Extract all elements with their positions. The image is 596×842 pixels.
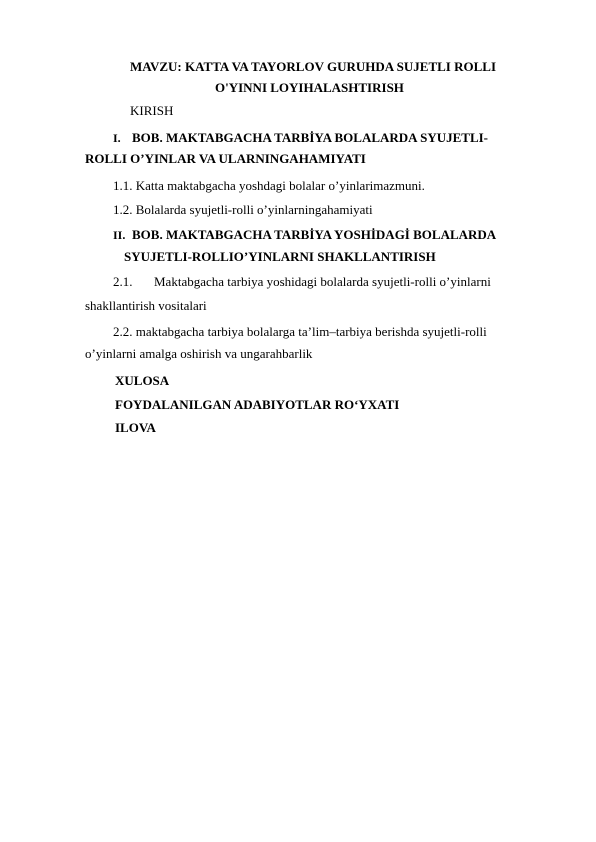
chapter-1-title: BOB. MAKTABGACHA TARBİYA BOLALARDA SYUJETLI-: [132, 130, 489, 145]
toc-chapter-1: [113, 130, 488, 146]
section-2-1-number: 2.1.: [113, 274, 133, 289]
toc-chapter-2: [113, 227, 496, 243]
toc-conclusion: XULOSA: [115, 373, 170, 388]
toc-chapter-1-continued: ROLLI O’YINLAR VA ULARNINGAHAMIYATI: [85, 151, 366, 166]
chapter-2-title: BOB. MAKTABGACHA TARBİYA YOSHİDAGİ BOLALARDA: [132, 227, 497, 242]
title-line-1: MAVZU: KATTA VA TAYORLOV GURUHDA SUJETLI ROLLI: [130, 59, 497, 74]
toc-section-1-1: 1.1. Katta maktabgacha yoshdagi bolalar o’yinlarimazmuni.: [113, 178, 425, 193]
toc-appendix: ILOVA: [115, 420, 156, 435]
toc-intro: KIRISH: [130, 103, 174, 118]
toc-section-2-2-continued: o’yinlarni amalga oshirish va ungarahbarlik: [85, 346, 313, 361]
toc-section-2-2: 2.2. maktabgacha tarbiya bolalarga ta’lim–tarbiya berishda syujetli-rolli: [113, 324, 487, 339]
chapter-2-number: II.: [113, 228, 126, 242]
toc-references: FOYDALANILGAN ADABIYOTLAR RO‘YXATI: [115, 397, 400, 412]
toc-section-2-1: [113, 274, 491, 290]
chapter-1-number: I.: [113, 131, 121, 145]
section-2-1-title: Maktabgacha tarbiya yoshidagi bolalarda syujetli-rolli o’yinlarni: [154, 274, 491, 289]
toc-section-2-1-continued: shakllantirish vositalari: [85, 298, 207, 313]
toc-chapter-2-continued: SYUJETLI-ROLLIO’YINLARNI SHAKLLANTIRISH: [124, 249, 436, 264]
toc-section-1-2: 1.2. Bolalarda syujetli-rolli o’yinlarningahamiyati: [113, 202, 373, 217]
title-line-2: O'YINNI LOYIHALASHTIRISH: [215, 80, 404, 95]
